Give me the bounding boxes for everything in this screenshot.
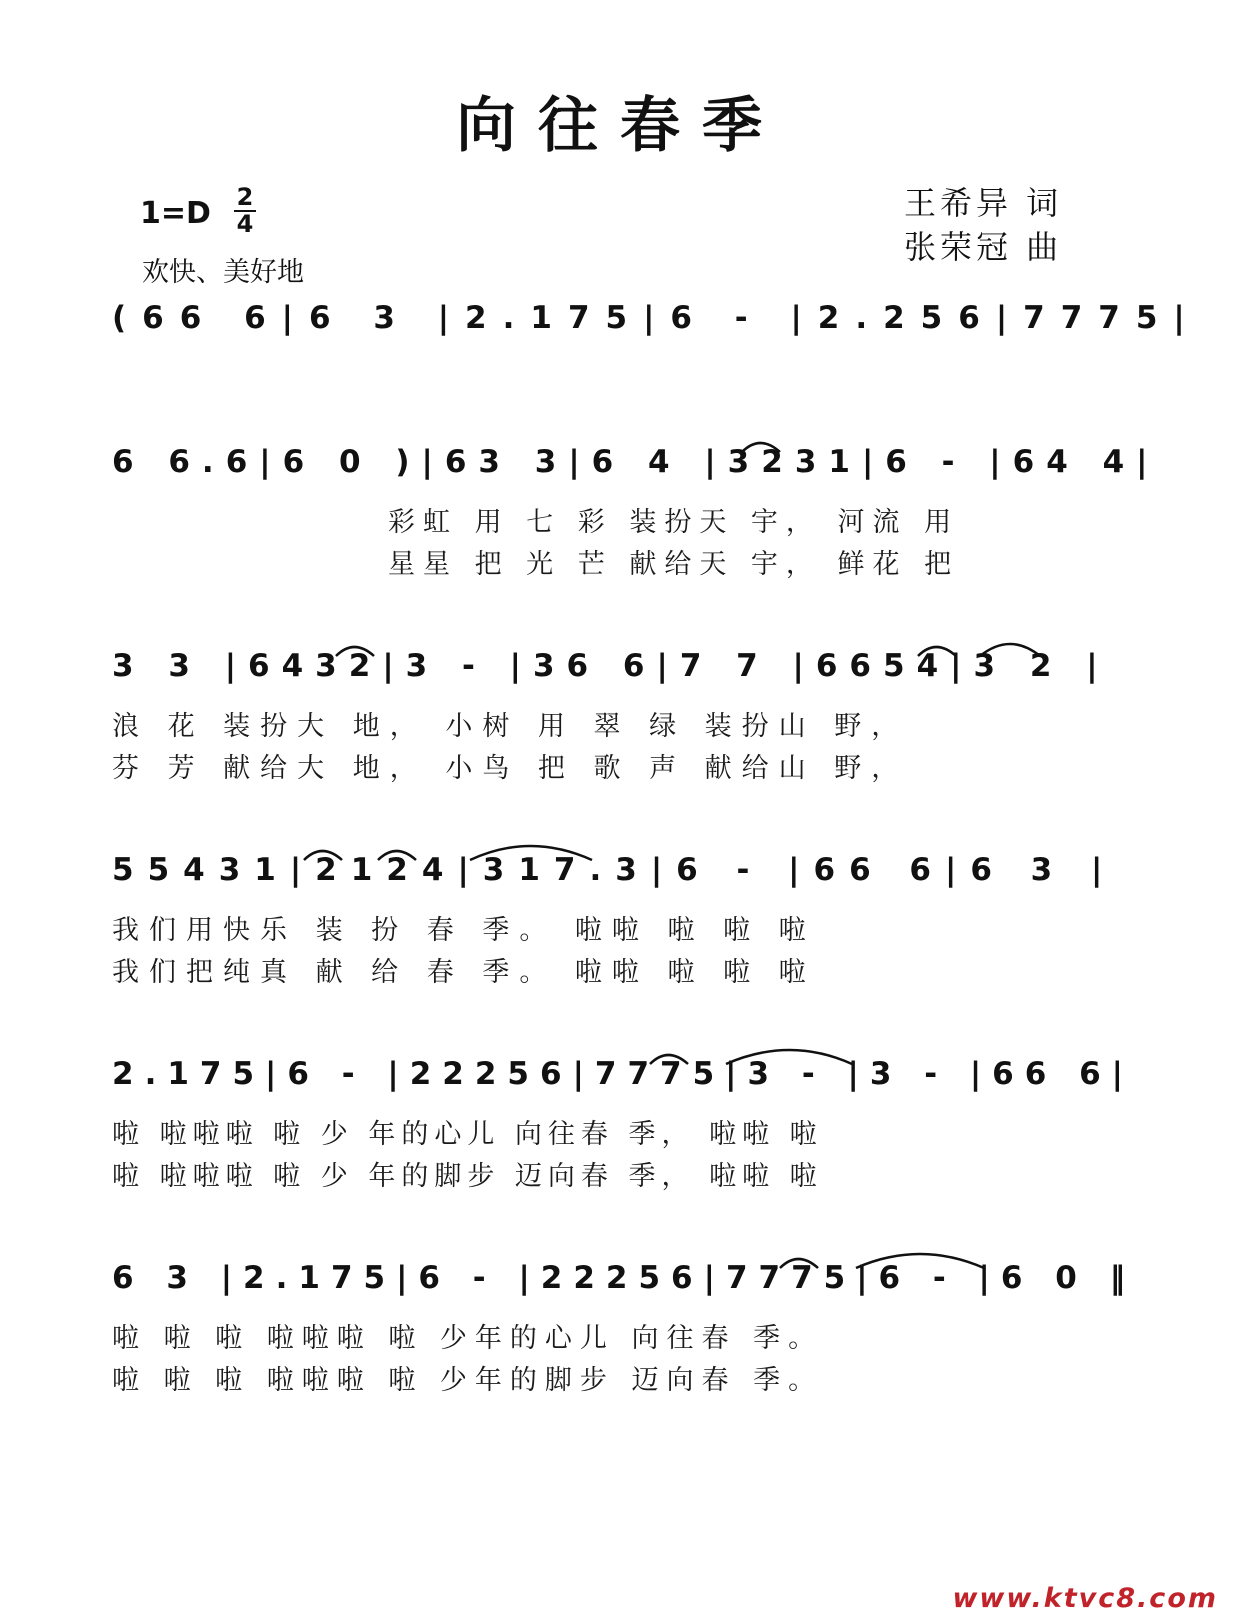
slur-mark	[780, 1259, 818, 1268]
lyric-row-3-verse-1: 浪 花 装扮大 地， 小树 用 翠 绿 装扮山 野，	[112, 711, 909, 742]
lyric-row-2-verse-2: 星星 把 光 芒 献给天 宇， 鲜花 把	[388, 549, 960, 580]
notation-row-4: 55431|2124|317.3|6 - |66 6|6 3 |	[112, 852, 1117, 888]
lyric-row-5-verse-2: 啦 啦啦啦 啦 少 年的脚步 迈向春 季， 啦啦 啦	[112, 1161, 823, 1192]
slur-mark	[304, 851, 342, 860]
lyric-row-3-verse-2: 芬 芳 献给大 地， 小鸟 把 歌 声 献给山 野，	[112, 753, 909, 784]
watermark-logo: www.ktvc8.com	[952, 1583, 1218, 1614]
notation-row-6: 6 3 |2.175|6 - |22256|7775|6 - |6 0 ‖	[112, 1260, 1137, 1296]
tempo-marking: 欢快、美好地	[142, 257, 304, 288]
lyric-row-5-verse-1: 啦 啦啦啦 啦 少 年的心儿 向往春 季， 啦啦 啦	[112, 1119, 823, 1150]
lyricist-credit: 王希异 词	[904, 184, 1063, 222]
slur-mark	[918, 647, 956, 656]
slur-mark	[470, 846, 592, 860]
slur-mark	[726, 1050, 852, 1064]
notation-row-5: 2.175|6 - |22256|7775|3 - |3 - |66 6|	[112, 1056, 1135, 1092]
notation-row-2: 6 6.6|6 0 )|63 3|6 4 |3231|6 - |64 4|	[112, 444, 1160, 480]
lyric-row-2-verse-1: 彩虹 用 七 彩 装扮天 宇， 河流 用	[388, 507, 960, 538]
time-signature-bottom: 4	[236, 210, 254, 238]
composer-credit: 张荣冠 曲	[904, 228, 1063, 266]
lyric-row-4-verse-2: 我们把纯真 献 给 春 季。 啦啦 啦 啦 啦	[112, 957, 816, 988]
notation-row-3: 3 3 |6432|3 - |36 6|7 7 |6654|3 2 |	[112, 648, 1110, 684]
page-title: 向往春季	[456, 91, 784, 161]
slur-mark	[856, 1254, 984, 1268]
key-signature: 1=D	[140, 196, 211, 231]
slur-mark	[650, 1055, 688, 1064]
lyric-row-6-verse-2: 啦 啦 啦 啦啦啦 啦 少年的脚步 迈向春 季。	[112, 1365, 824, 1396]
lyric-row-6-verse-1: 啦 啦 啦 啦啦啦 啦 少年的心儿 向往春 季。	[112, 1323, 824, 1354]
slur-mark	[378, 851, 416, 860]
slur-mark	[336, 647, 374, 656]
slur-mark	[742, 443, 780, 452]
lyric-row-4-verse-1: 我们用快乐 装 扮 春 季。 啦啦 啦 啦 啦	[112, 915, 816, 946]
notation-row-1: (66 6|6 3 |2.175|6 - |2.256|7775|	[112, 300, 1201, 336]
slur-mark	[980, 644, 1040, 656]
time-signature-top: 2	[236, 183, 254, 211]
